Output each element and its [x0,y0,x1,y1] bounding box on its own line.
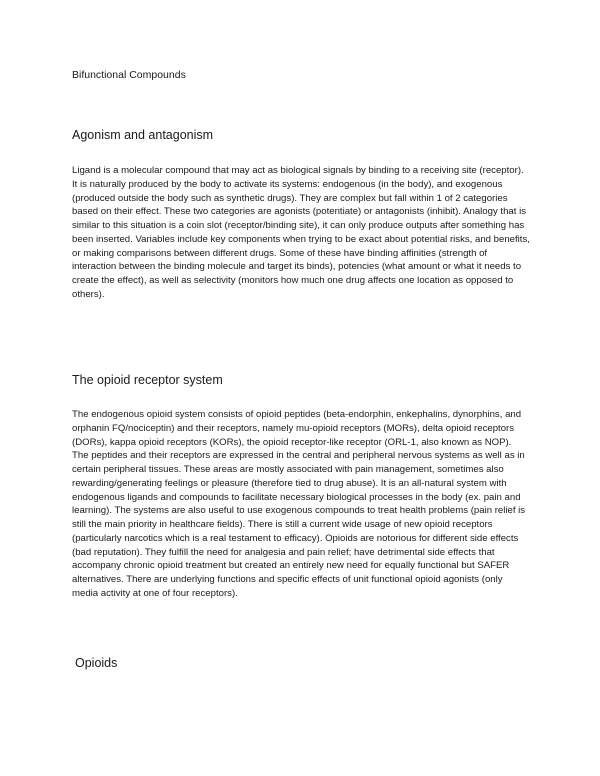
section-heading-agonism: Agonism and antagonism [72,128,214,142]
document-title: Bifunctional Compounds [72,69,186,81]
section-heading-opioid-receptor-system: The opioid receptor system [72,373,223,387]
section-heading-opioids: Opioids [75,656,118,670]
section-paragraph-opioid-receptor-system: The endogenous opioid system consists of opioid peptides (beta-endorphin, enkephalins, dynorphins, and orphanin FQ/nociceptin) and their receptors, namely mu-opioid receptors (MORs), delta opioid receptors (DORs), kappa opioid receptors (KORs), the opioid receptor-like receptor (ORL-1, also known as NOP). The peptides and their receptors are expressed in the central and peripheral nervous systems as well as in certain peripheral tissues. These areas are mostly associated with pain management, sometimes also rewarding/generating feelings or pleasure (therefore tied to drug abuse). It is an all-natural system with endogenous ligands and compounds to facilitate necessary biological processes in the body (ex. pain and learning). The systems are also useful to use exogenous compounds to treat health problems (pain relief is still the main priority in healthcare fields). There is still a current wide usage of new opioid receptors (particularly narcotics which is a real testament to efficacy). Opioids are notorious for different side effects (bad reputation). They fulfill the need for analgesia and pain relief; have detrimental side effects that accompany chronic opioid treatment but created an entirely new need for equally functional but SAFER alternatives. There are underlying functions and specific effects of unit functional opioid agonists (only media activity at one of four receptors). [72,409,526,599]
section-paragraph-agonism: Ligand is a molecular compound that may act as biological signals by binding to a receiving site (receptor). It is naturally produced by the body to activate its systems: endogenous (in the body), and exogenous (produced outside the body such as synthetic drugs). They are complex but fall within 1 of 2 categories based on their effect. These two categories are agonists (potentiate) or antagonists (inhibit). Analogy that is similar to this situation is a coin slot (receptor/binding site), it can only produce outputs after something has been inserted. Variables include key components when trying to be exact about potential risks, and benefits, or making comparisons between different drugs. Some of these have binding affinities (strength of interaction between the binding molecule and target its binds), potencies (what amount or what it needs to create the effect), as well as selectivity (monitors how much one drug affects one location as opposed to others). [72,165,530,300]
